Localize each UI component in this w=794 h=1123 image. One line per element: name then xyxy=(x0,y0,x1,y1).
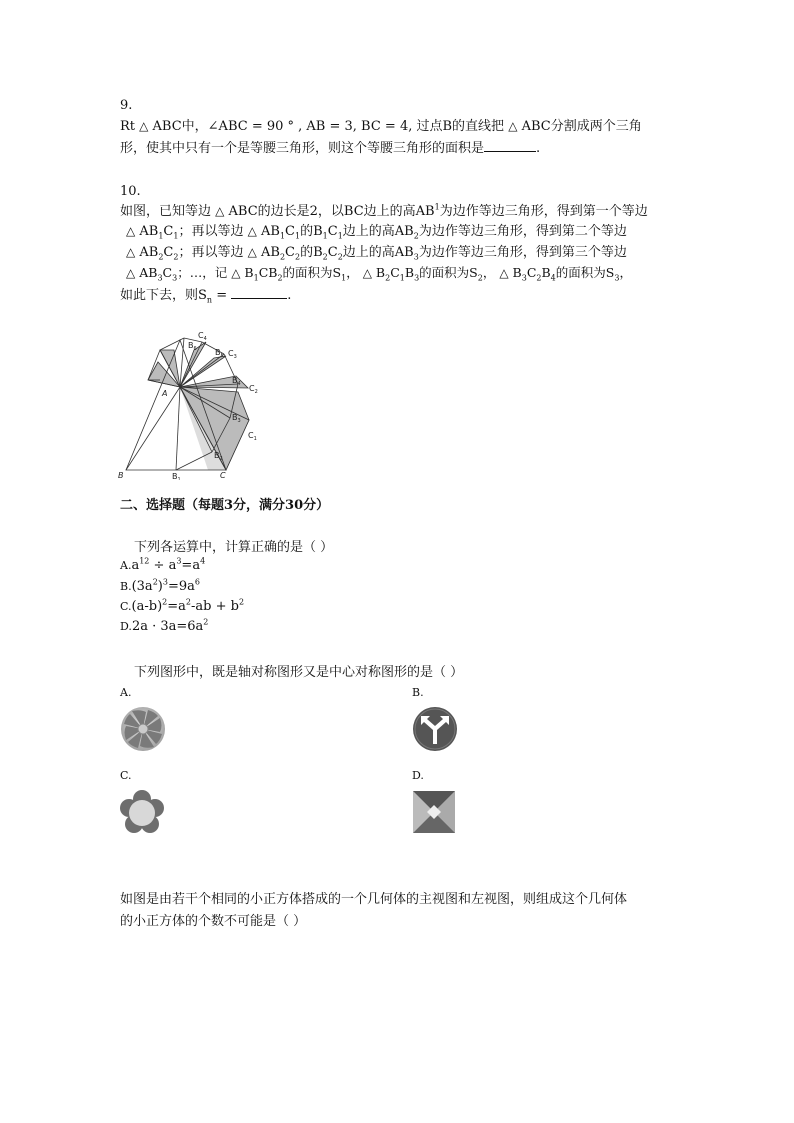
label-B1: $B_1$ xyxy=(172,472,181,480)
q10-line3: △ $AB_2C_2$；再以等边 △ $AB_2C_2$的$B_2C_2$边上的高$AB_3$为边作等边三角形，得到第三个等边 xyxy=(126,245,627,262)
q9-number: 9. xyxy=(120,98,133,113)
q9-line2: 形，使其中只有一个是等腰三角形，则这个等腰三角形的面积是 . xyxy=(120,141,541,156)
section2-title: 二、选择题（每题3分，满分30分） xyxy=(120,498,330,513)
split-arrow-icon[interactable] xyxy=(412,706,458,752)
answer-blank xyxy=(231,286,287,299)
q10-number: 10. xyxy=(120,184,141,199)
label-C: C xyxy=(220,471,226,480)
q10-line1: 如图，已知等边 △ ABC的边长是2，以BC边上的高$AB^1$为边作等边三角形，得到第一个等边 xyxy=(120,202,648,219)
label-C1: $C_1$ xyxy=(248,431,257,442)
label-A: A xyxy=(162,389,168,398)
answer-blank xyxy=(484,139,536,152)
q12-stem: 下列图形中，既是轴对称图形又是中心对称图形的是（ ） xyxy=(134,665,464,680)
label-C2: $C_2$ xyxy=(249,384,258,395)
label-B5: $B_5$ xyxy=(215,348,224,359)
label-B4: $B_4$ xyxy=(232,376,241,387)
q11-stem: 下列各运算中，计算正确的是（ ） xyxy=(134,540,334,555)
q13-line1: 如图是由若干个相同的小正方体搭成的一个几何体的主视图和左视图，则组成这个几何体 xyxy=(120,892,628,907)
q11-option-c[interactable]: $C.(a-b)^2=a^2-ab + b^2$ xyxy=(120,597,245,614)
label-B6: $B_6$ xyxy=(188,341,197,352)
pinwheel-icon[interactable] xyxy=(120,706,166,752)
q11-option-d[interactable]: $D.2a \cdot 3a=6a^2$ xyxy=(120,617,209,634)
label-C3: $C_3$ xyxy=(228,349,237,360)
square-pinwheel-icon[interactable] xyxy=(413,791,455,833)
q11-option-b[interactable]: $B.(3a^2)^3=9a^6$ xyxy=(120,577,200,594)
q10-line2: △ $AB_1C_1$；再以等边 △ $AB_1C_1$的$B_1C_1$边上的高$AB_2$为边作等边三角形，得到第二个等边 xyxy=(126,224,627,241)
q10-line4: △ $AB_3C_3$；…，记 △ $B_1CB_2$的面积为$S_1$， △ $B_2C_1B_3$的面积为$S_2$， △ $B_3C_2B_4$的面积为$S_3$， xyxy=(126,265,632,283)
q13-line2: 的小正方体的个数不可能是（ ） xyxy=(120,914,307,929)
q10-figure xyxy=(118,328,268,480)
q9-line1: Rt △ ABC中，∠ABC = 90 ° , AB = 3, BC = 4, 过点B的直线把 △ ABC分割成两个三角 xyxy=(120,119,642,134)
flower-icon[interactable] xyxy=(120,790,164,834)
q12-option-b-label[interactable]: B. xyxy=(412,686,424,699)
label-B2: $B_2$ xyxy=(214,451,223,462)
label-B3: $B_3$ xyxy=(232,413,241,424)
q12-option-a-label[interactable]: A. xyxy=(120,686,132,699)
label-C4: $C_4$ xyxy=(198,331,207,342)
q12-option-d-label[interactable]: D. xyxy=(412,769,424,782)
q11-option-a[interactable]: $A.a^{12} \div a^3=a^4$ xyxy=(120,556,206,573)
q12-option-c-label[interactable]: C. xyxy=(120,769,132,782)
label-B: B xyxy=(118,471,124,480)
q10-line5: 如此下去，则$S_n$ = . xyxy=(120,288,292,305)
